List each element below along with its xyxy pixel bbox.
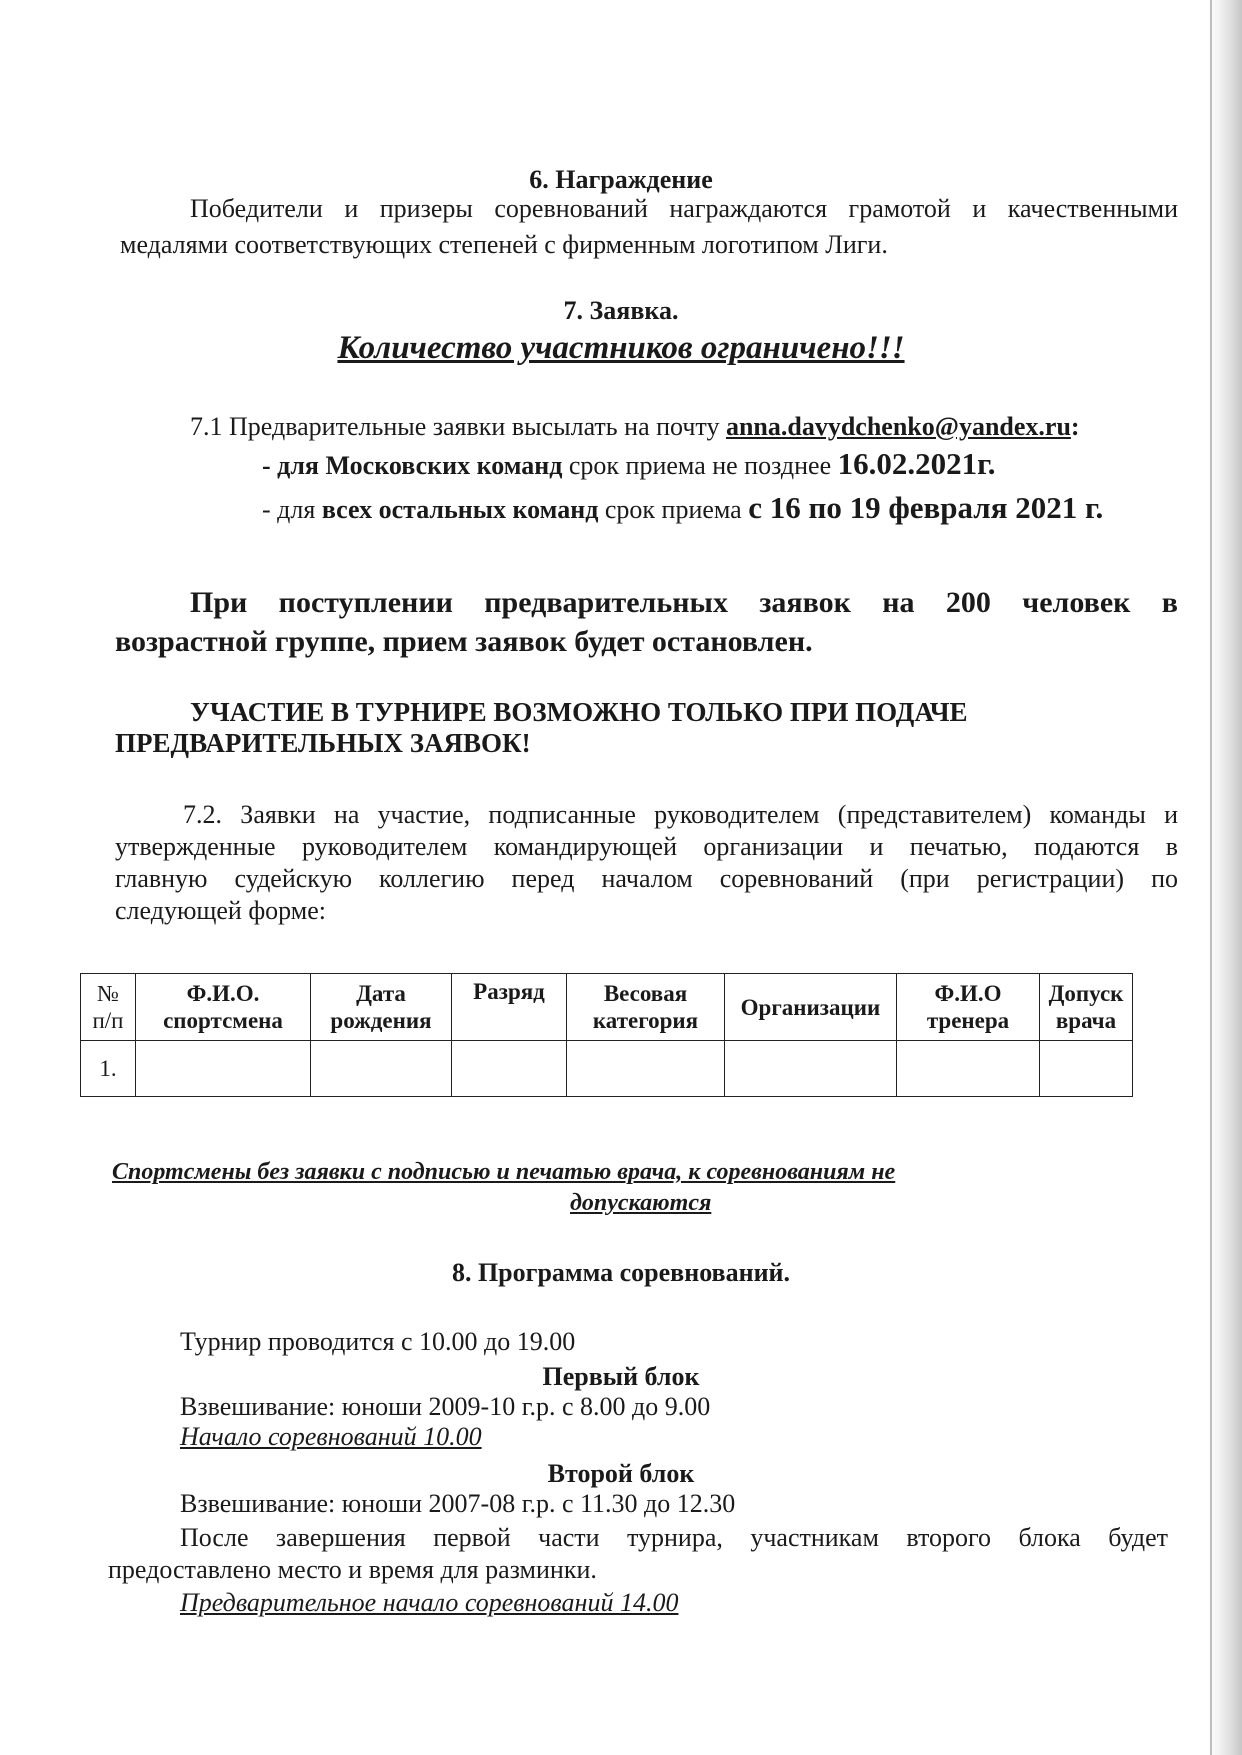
email-colon: :: [1070, 412, 1080, 441]
scan-edge-shadow: [1208, 0, 1242, 1755]
block-2-weigh-in: Взвешивание: юноши 2007-08 г.р. с 11.30 до 12.30: [180, 1489, 736, 1518]
paragraph-7-1: [190, 412, 1080, 442]
column-header-birth-date: Дата рождения: [311, 974, 452, 1041]
application-limit-line-2: возрастной группе, прием заявок будет остановлен.: [115, 625, 813, 658]
participation-caps-line-1: УЧАСТИЕ В ТУРНИРЕ ВОЗМОЖНО ТОЛЬКО ПРИ ПОДАЧЕ: [190, 697, 968, 727]
block-2-warmup-line-1: После завершения первой части турнира, участникам второго блока будет: [180, 1523, 1168, 1552]
section-8-heading: 8. Программа соревнований.: [451, 1258, 791, 1287]
paragraph-7-2-line-2: утвержденные руководителем командирующей организации и печатью, подаются в: [115, 832, 1178, 861]
section-7-heading: 7. Заявка.: [563, 296, 679, 325]
paragraph-7-1-prefix: 7.1 Предварительные заявки высылать на почту: [190, 412, 720, 441]
table-cell: [897, 1041, 1040, 1097]
block-1-start: Начало соревнований 10.00: [180, 1422, 482, 1451]
table-cell: [567, 1041, 725, 1097]
block-2-title: Второй блок: [547, 1459, 695, 1488]
doctor-signature-notice-line-2: допускаются: [570, 1190, 712, 1216]
table-cell: [725, 1041, 897, 1097]
application-limit-line-1: При поступлении предварительных заявок на 200 человек в: [190, 586, 1178, 619]
table-cell: [136, 1041, 311, 1097]
table-cell: [311, 1041, 452, 1097]
other-teams-text: срок приема: [598, 495, 749, 524]
column-header-rank: Разряд: [452, 974, 567, 1041]
moscow-deadline-date: 16.02.2021г.: [837, 446, 996, 481]
moscow-dash: -: [262, 451, 278, 480]
block-2-warmup-line-2: предоставлено место и время для разминки.: [108, 1555, 597, 1584]
other-teams-deadline: [262, 490, 1103, 526]
moscow-teams-label: для Московских команд: [277, 451, 563, 480]
column-header-coach-name: Ф.И.О тренера: [897, 974, 1040, 1041]
table-header-row: [81, 974, 1133, 1041]
section-6-line-2: медалями соответствующих степеней с фирменным логотипом Лиги.: [120, 230, 888, 259]
block-2-start: Предварительное начало соревнований 14.00: [180, 1588, 679, 1617]
block-1-weigh-in: Взвешивание: юноши 2009-10 г.р. с 8.00 до 9.00: [180, 1392, 711, 1421]
paragraph-7-2-line-1: 7.2. Заявки на участие, подписанные руководителем (представителем) команды и: [183, 800, 1178, 829]
scan-edge-line: [1210, 0, 1212, 1755]
other-teams-dates: с 16 по 19 февраля 2021 г.: [748, 490, 1104, 525]
column-header-doctor-admission: Допуск врача: [1040, 974, 1133, 1041]
column-header-weight-category: Весовая категория: [567, 974, 725, 1041]
table-row: [81, 1041, 1133, 1097]
other-teams-label: всех остальных команд: [321, 495, 599, 524]
paragraph-7-2-line-3: главную судейскую коллегию перед началом соревнований (при регистрации) по: [115, 864, 1178, 893]
moscow-teams-deadline: [262, 446, 995, 482]
table-cell-number: 1.: [81, 1041, 136, 1097]
table-cell: [1040, 1041, 1133, 1097]
participation-caps-line-2: ПРЕДВАРИТЕЛЬНЫХ ЗАЯВОК!: [115, 728, 531, 758]
block-1-title: Первый блок: [542, 1362, 700, 1391]
doctor-signature-notice-line-1: Спортсмены без заявки с подписью и печатью врача, к соревнованиям не: [112, 1159, 896, 1185]
section-6-line-1: Победители и призеры соревнований награждаются грамотой и качественными: [190, 194, 1178, 223]
table-cell: [452, 1041, 567, 1097]
tournament-time: Турнир проводится с 10.00 до 19.00: [180, 1327, 576, 1356]
paragraph-7-2-line-4: следующей форме:: [115, 896, 327, 925]
section-6-heading: 6. Награждение: [529, 165, 713, 194]
column-header-athlete-name: Ф.И.О. спортсмена: [136, 974, 311, 1041]
other-teams-prefix: - для: [262, 495, 322, 524]
column-header-number: № п/п: [81, 974, 136, 1041]
moscow-deadline-text: срок приема не позднее: [562, 451, 838, 480]
participants-limited-notice: Количество участников ограничено!!!: [337, 330, 905, 366]
column-header-organization: Организации: [725, 974, 897, 1041]
contact-email-link[interactable]: anna.davydchenko@yandex.ru: [725, 412, 1071, 441]
application-form-table: [80, 973, 1133, 1097]
